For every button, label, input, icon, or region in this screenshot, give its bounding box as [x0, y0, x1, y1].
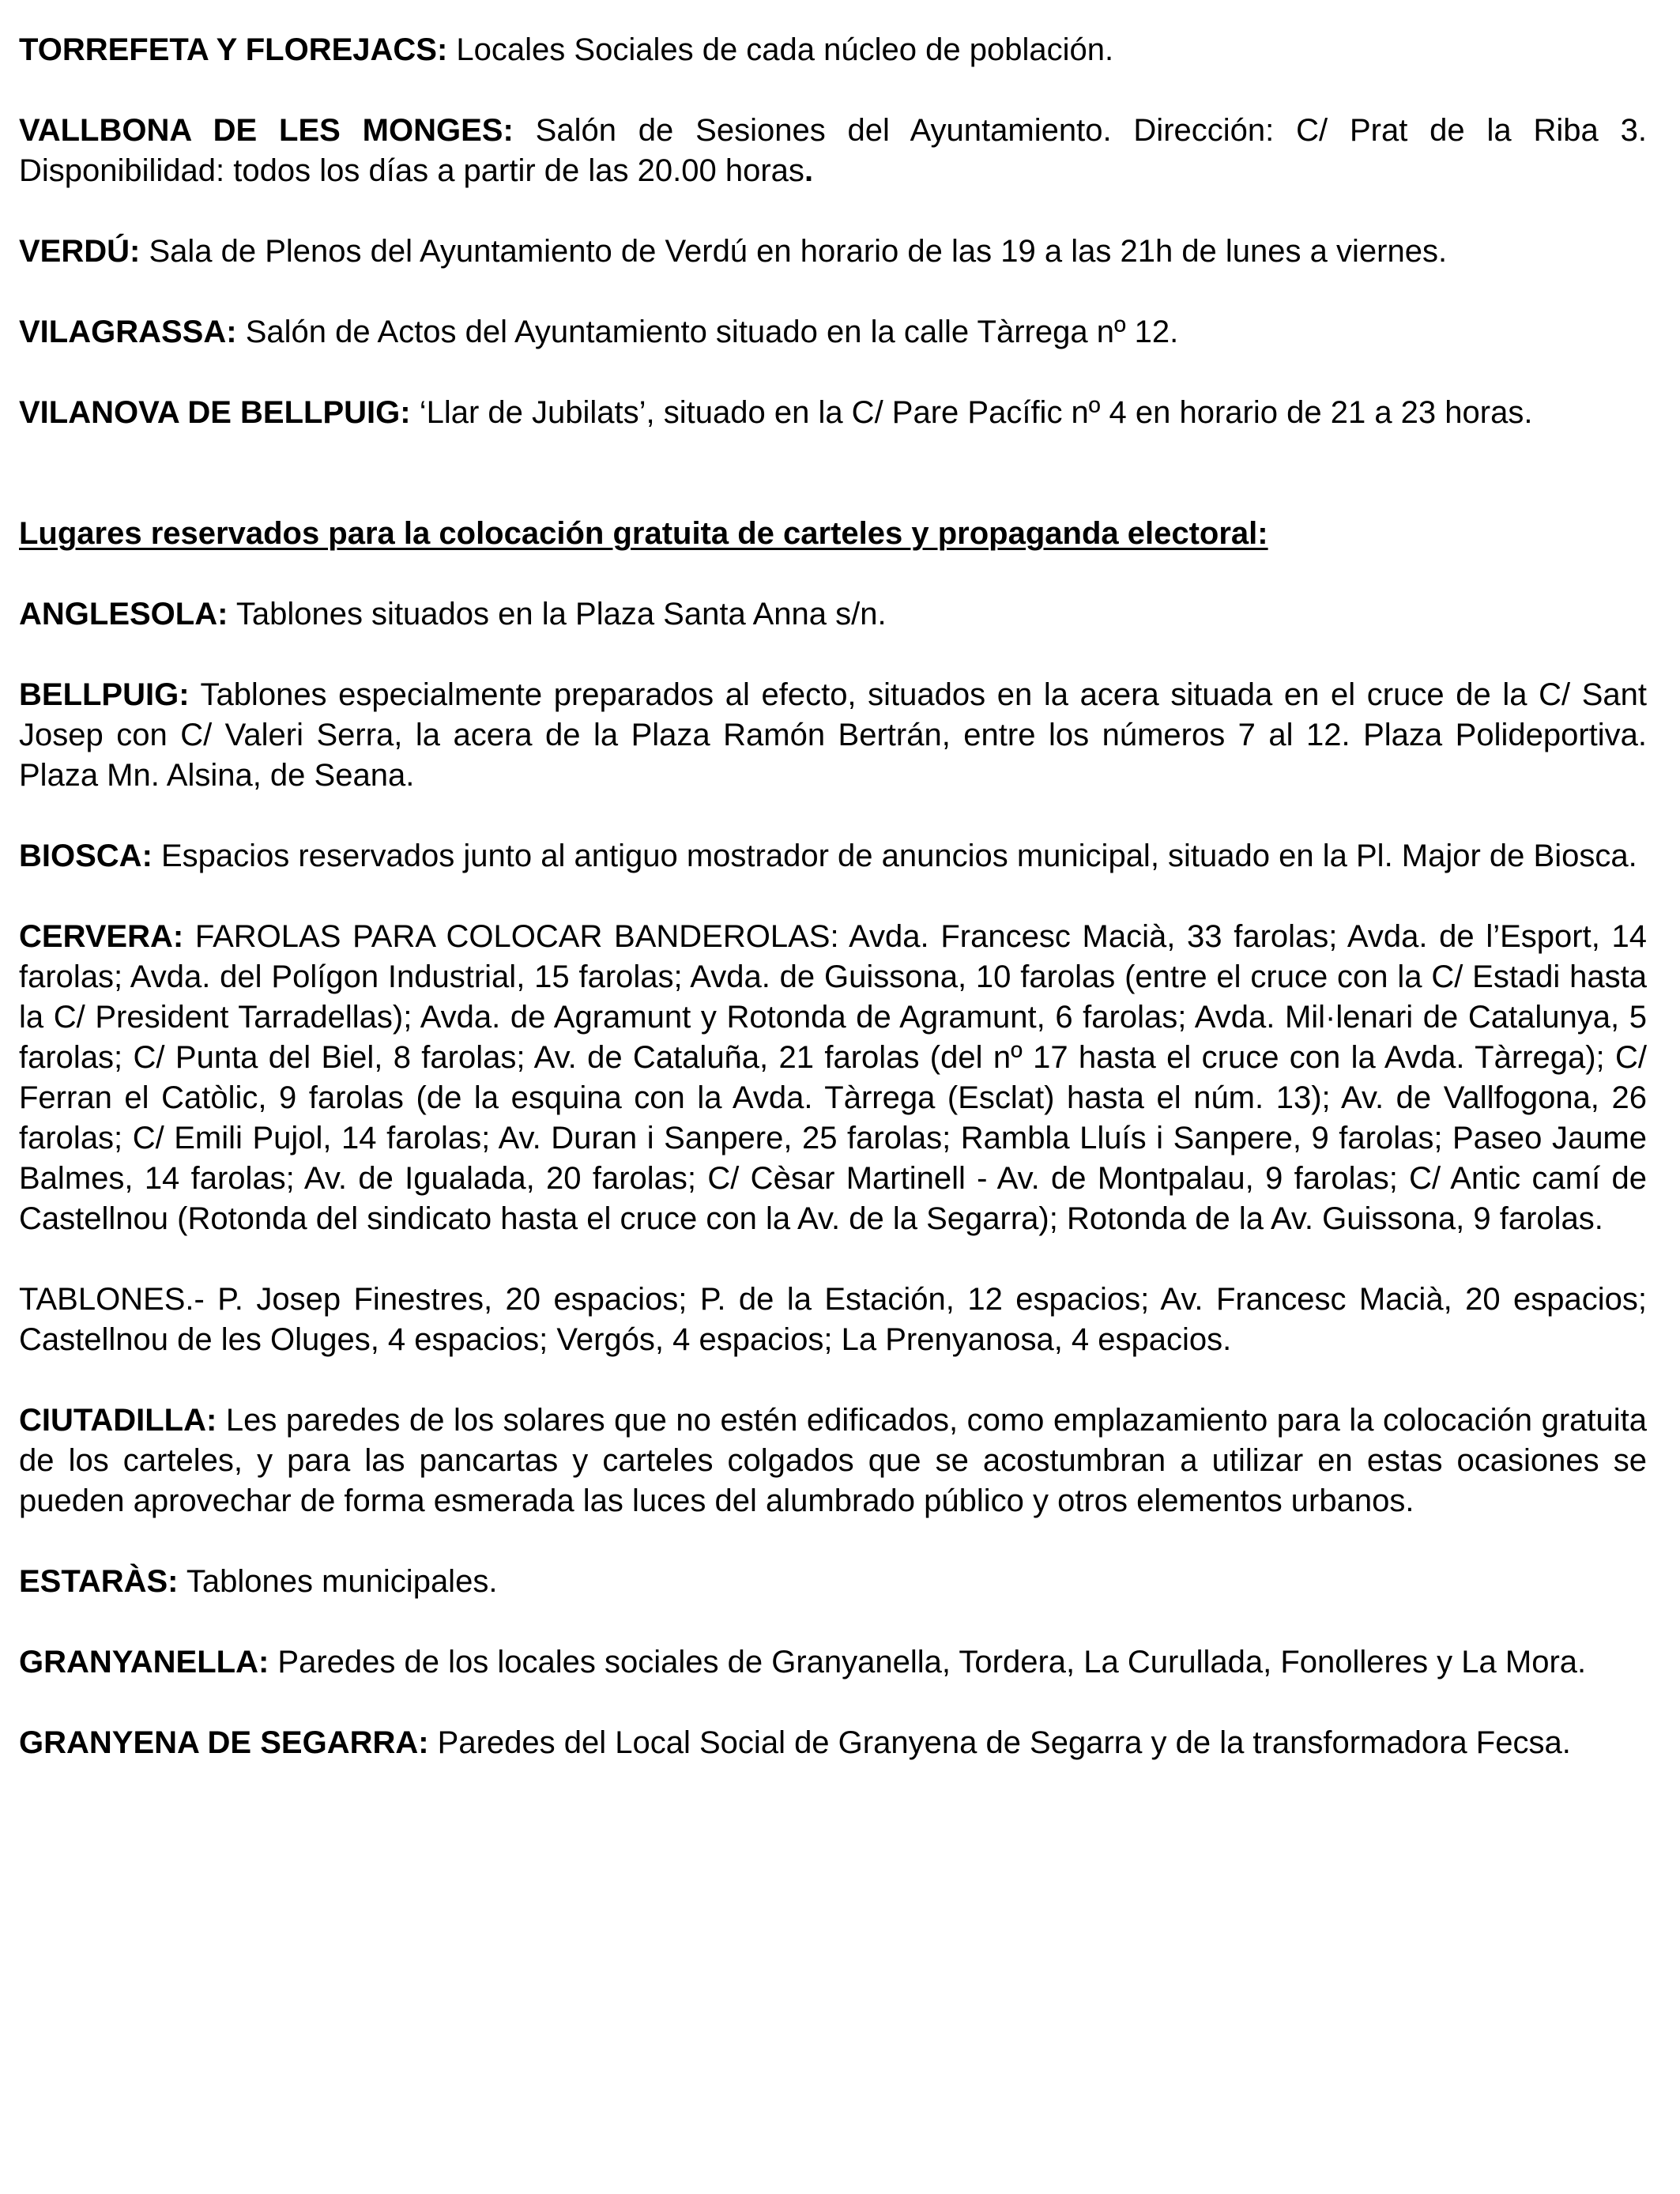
- paragraph-vilagrassa: [19, 312, 1647, 352]
- place-description: Les paredes de los solares que no estén edificados, como emplazamiento para la colocación gratuita de los carteles, y para las pancartas y carteles colgados que se acostumbran a utilizar en estas ocasiones se pueden aprovechar de forma esmerada las luces del alumbrado público y otros elementos urbanos.: [19, 1403, 1647, 1518]
- place-description: Espacios reservados junto al antiguo mostrador de anuncios municipal, situado en la Pl. Major de Biosca.: [152, 839, 1637, 873]
- paragraph-verdu: [19, 232, 1647, 272]
- place-description: Tablones especialmente preparados al efecto, situados en la acera situada en el cruce de la C/ Sant Josep con C/ Valeri Serra, la acera de la Plaza Ramón Bertrán, entre los números 7 al 12. Plaza Polideportiva. Plaza Mn. Alsina, de Seana.: [19, 677, 1647, 793]
- paragraph-tablones: [19, 1280, 1647, 1360]
- place-name: GRANYENA DE SEGARRA:: [19, 1725, 429, 1760]
- paragraph-granyanella: [19, 1642, 1647, 1683]
- place-description: Sala de Plenos del Ayuntamiento de Verdú en horario de las 19 a las 21h de lunes a viernes.: [140, 234, 1448, 269]
- paragraph-cervera: [19, 917, 1647, 1239]
- paragraph-bellpuig: [19, 675, 1647, 796]
- place-description: Salón de Actos del Ayuntamiento situado en la calle Tàrrega nº 12.: [236, 315, 1179, 349]
- section-heading: Lugares reservados para la colocación gratuita de carteles y propaganda electoral:: [19, 516, 1268, 551]
- paragraph-anglesola: [19, 594, 1647, 635]
- place-name: VILAGRASSA:: [19, 315, 237, 349]
- place-description: Paredes de los locales sociales de Granyanella, Tordera, La Curullada, Fonolleres y La Mora.: [269, 1645, 1587, 1679]
- paragraph-biosca: [19, 836, 1647, 876]
- place-description: TABLONES.- P. Josep Finestres, 20 espacios; P. de la Estación, 12 espacios; Av. Francesc Macià, 20 espacios; Castellnou de les Oluges, 4 espacios; Vergós, 4 espacios; La Prenyanosa, 4 espacios.: [19, 1282, 1647, 1357]
- place-name: BELLPUIG:: [19, 677, 190, 712]
- place-description: Tablones municipales.: [178, 1564, 498, 1599]
- place-description: Salón de Sesiones del Ayuntamiento. Dirección: C/ Prat de la Riba 3. Disponibilidad: todos los días a partir de las 20.00 horas: [19, 113, 1647, 188]
- paragraph-granyena: [19, 1723, 1647, 1763]
- place-name: VALLBONA DE LES MONGES:: [19, 113, 514, 148]
- place-name: VILANOVA DE BELLPUIG:: [19, 395, 411, 430]
- document-page: [19, 30, 1647, 1804]
- place-description: Tablones situados en la Plaza Santa Anna s/n.: [228, 597, 887, 631]
- paragraph-vilanova: [19, 393, 1647, 433]
- place-description: Locales Sociales de cada núcleo de población.: [447, 32, 1114, 67]
- place-name: ESTARÀS:: [19, 1564, 179, 1599]
- place-description-tail: .: [804, 153, 814, 188]
- place-name: ANGLESOLA:: [19, 597, 228, 631]
- place-name: CERVERA:: [19, 919, 184, 954]
- place-name: TORREFETA Y FLOREJACS:: [19, 32, 448, 67]
- place-name: BIOSCA:: [19, 839, 153, 873]
- place-name: VERDÚ:: [19, 234, 141, 269]
- place-description: Paredes del Local Social de Granyena de Segarra y de la transformadora Fecsa.: [428, 1725, 1571, 1760]
- paragraph-ciutadilla: [19, 1400, 1647, 1521]
- place-description: FAROLAS PARA COLOCAR BANDEROLAS: Avda. Francesc Macià, 33 farolas; Avda. de l’Esport, 14 farolas; Avda. del Polígon Industrial, 15 farolas; Avda. de Guissona, 10 farolas (entre el cruce con la C/ Estadi hasta la C/ President Tarradellas); Avda. de Agramunt y Rotonda de Agramunt, 6 farolas; Avda. Mil·lenari de Catalunya, 5 farolas; C/ Punta del Biel, 8 farolas; Av. de Cataluña, 21 farolas (del nº 17 hasta el cruce con la Avda. Tàrrega); C/ Ferran el Catòlic, 9 farolas (de la esquina con la Avda. Tàrrega (Esclat) hasta el núm. 13); Av. de Vallfogona, 26 farolas; C/ Emili Pujol, 14 farolas; Av. Duran i Sanpere, 25 farolas; Rambla Lluís i Sanpere, 9 farolas; Paseo Jaume Balmes, 14 farolas; Av. de Igualada, 20 farolas; C/ Cèsar Martinell - Av. de Montpalau, 9 farolas; C/ Antic camí de Castellnou (Rotonda del sindicato hasta el cruce con la Av. de la Segarra); Rotonda de la Av. Guissona, 9 farolas.: [19, 919, 1647, 1236]
- place-name: CIUTADILLA:: [19, 1403, 217, 1438]
- paragraph-estaras: [19, 1562, 1647, 1602]
- paragraph-vallbona: [19, 111, 1647, 191]
- paragraph-torrefeta: [19, 30, 1647, 70]
- place-description: ‘Llar de Jubilats’, situado en la C/ Pare Pacífic nº 4 en horario de 21 a 23 horas.: [410, 395, 1533, 430]
- place-name: GRANYANELLA:: [19, 1645, 269, 1679]
